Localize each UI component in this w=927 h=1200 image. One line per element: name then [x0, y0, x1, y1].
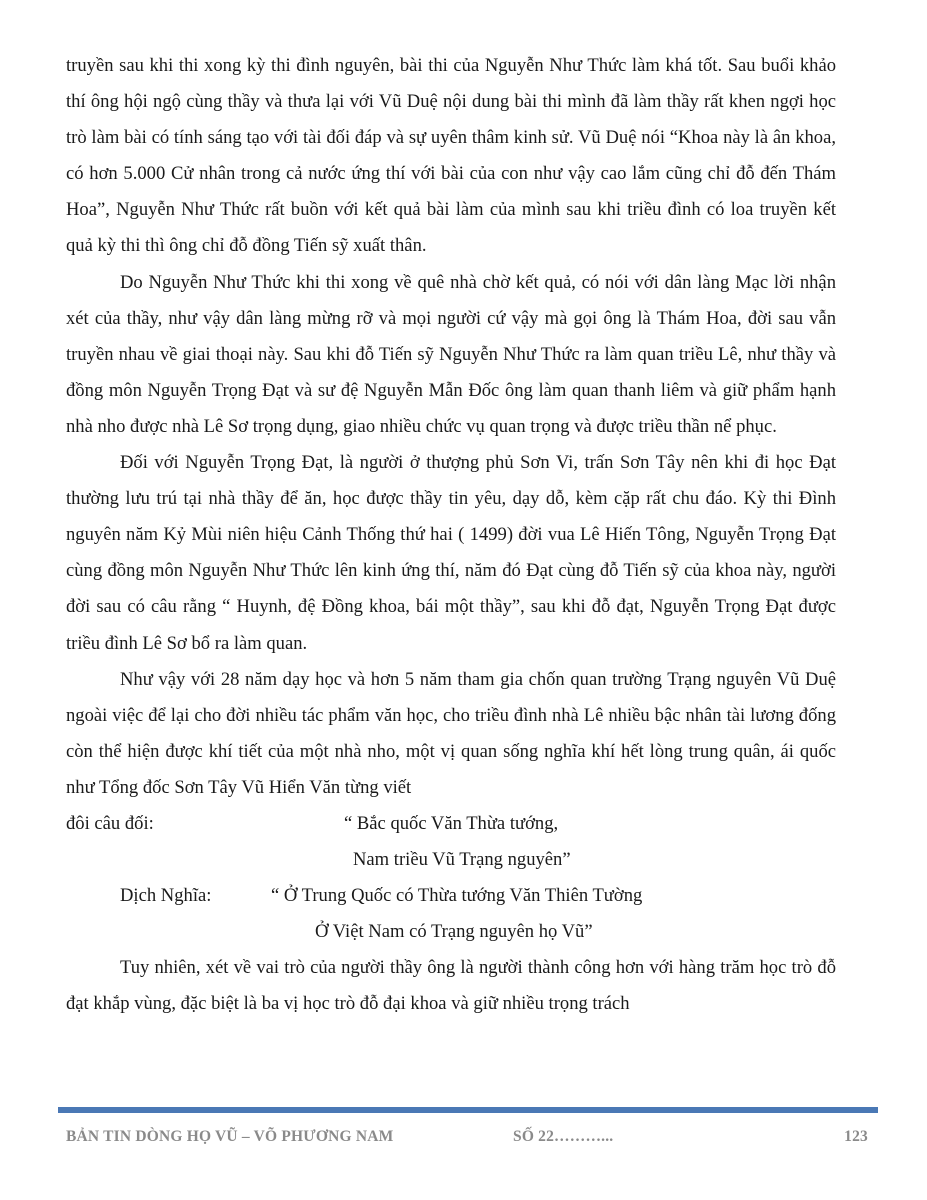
article-body — [66, 48, 836, 1023]
paragraph-4: Như vậy với 28 năm dạy học và hơn 5 năm tham gia chốn quan trường Trạng nguyên Vũ Duệ ngoài việc để lại cho đời nhiều tác phẩm văn học, cho triều đình nhà Lê nhiều bậc nhân tài lương đống còn thể hiện được khí tiết của một nhà nho, một vị quan sống nghĩa khí hết lòng trung quân, ái quốc như Tổng đốc Sơn Tây Vũ Hiển Văn từng viết — [66, 668, 836, 798]
page-number: 123 — [844, 1128, 868, 1145]
couplet-line-1 — [66, 806, 836, 842]
translation-label: Dịch Nghĩa: — [120, 885, 212, 907]
translation-line-1 — [66, 878, 836, 914]
couplet-verse-1: “ Bắc quốc Văn Thừa tướng, — [344, 812, 559, 834]
translation-line-2 — [66, 914, 836, 950]
footer-issue: SỐ 22………... — [513, 1128, 614, 1145]
paragraph-1: truyền sau khi thi xong kỳ thi đình nguyên, bài thi của Nguyễn Như Thức làm khá tốt. Sau buổi khảo thí ông hội ngộ cùng thầy và thưa lại với Vũ Duệ nội dung bài thi mình đã làm thầy rất khen ngợi học trò làm bài có tính sáng tạo với tài đối đáp và sự uyên thâm kinh sử. Vũ Duệ nói “Khoa này là ân khoa, có hơn 5.000 Cử nhân trong cả nước ứng thí với bài của con như vậy cao lắm cũng chỉ đỗ đến Thám Hoa”, Nguyễn Như Thức rất buồn với kết quả bài làm của mình sau khi triều đình có loa truyền kết quả kỳ thi thì ông chỉ đỗ đồng Tiến sỹ xuất thân. — [66, 55, 836, 257]
footer-publication: BẢN TIN DÒNG HỌ VŨ – VÕ PHƯƠNG NAM — [66, 1128, 394, 1145]
paragraph-5: Tuy nhiên, xét về vai trò của người thầy ông là người thành công hơn với hàng trăm học trò đỗ đạt khắp vùng, đặc biệt là ba vị học trò đỗ đại khoa và giữ nhiều trọng trách — [66, 957, 836, 1015]
couplet-verse-2: Nam triều Vũ Trạng nguyên” — [353, 849, 571, 871]
translation-verse-1: “ Ở Trung Quốc có Thừa tướng Văn Thiên Tường — [271, 885, 643, 907]
couplet-intro: đôi câu đối: — [66, 812, 154, 834]
translation-verse-2: Ở Việt Nam có Trạng nguyên họ Vũ” — [315, 921, 593, 943]
paragraph-3: Đối với Nguyễn Trọng Đạt, là người ở thượng phủ Sơn Vi, trấn Sơn Tây nên khi đi học Đạt thường lưu trú tại nhà thầy để ăn, học được thầy tin yêu, dạy dỗ, kèm cặp rất chu đáo. Kỳ thi Đình nguyên năm Kỷ Mùi niên hiệu Cảnh Thống thứ hai ( 1499) đời vua Lê Hiến Tông, Nguyễn Trọng Đạt cùng đồng môn Nguyễn Như Thức lên kinh ứng thí, năm đó Đạt cùng đỗ Tiến sỹ của khoa này, người đời sau có câu rằng “ Huynh, đệ Đồng khoa, bái một thầy”, sau khi đỗ đạt, Nguyễn Trọng Đạt được triều đình Lê Sơ bổ ra làm quan. — [66, 452, 836, 654]
couplet-line-2 — [66, 842, 836, 878]
page-footer — [66, 1128, 868, 1150]
paragraph-2: Do Nguyễn Như Thức khi thi xong về quê nhà chờ kết quả, có nói với dân làng Mạc lời nhận xét của thầy, như vậy dân làng mừng rỡ và mọi người cứ vậy mà gọi ông là Thám Hoa, đời sau vẫn truyền nhau về giai thoại này. Sau khi đỗ Tiến sỹ Nguyễn Như Thức ra làm quan triều Lê, như thầy và đồng môn Nguyễn Trọng Đạt và sư đệ Nguyễn Mẫn Đốc ông làm quan thanh liêm và giữ phẩm hạnh nhà nho được nhà Lê Sơ trọng dụng, giao nhiều chức vụ quan trọng và được triều thần nể phục. — [66, 271, 836, 437]
footer-divider — [58, 1107, 878, 1113]
